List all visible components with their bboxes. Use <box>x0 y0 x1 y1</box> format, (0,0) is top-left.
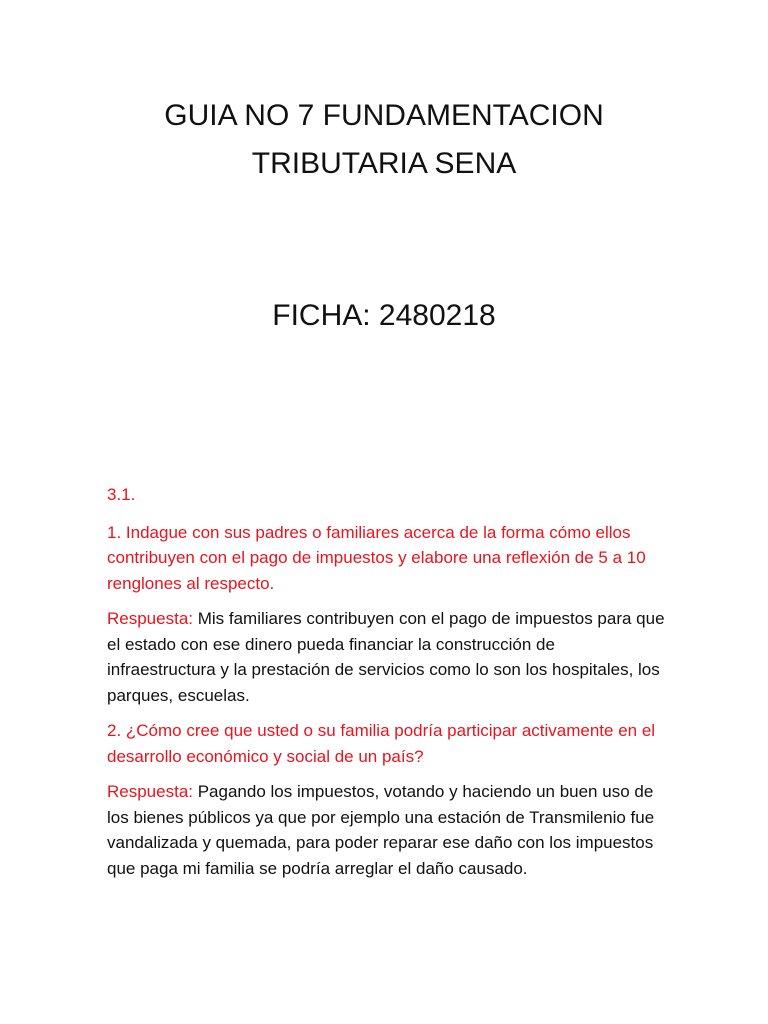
title-line-2: TRIBUTARIA SENA <box>251 147 517 180</box>
document-content <box>107 482 667 891</box>
title-line-1: GUIA NO 7 FUNDAMENTACION <box>164 99 604 132</box>
answer-2-label: Respuesta: <box>107 782 193 801</box>
question-2: 2. ¿Cómo cree que usted o su familia podría participar activamente en el desarrollo económico y social de un país? <box>107 721 656 766</box>
answer-1 <box>107 606 667 708</box>
section-number: 3.1. <box>107 485 136 504</box>
document-title <box>0 92 768 188</box>
ficha-number: FICHA: 2480218 <box>272 299 496 332</box>
question-1: 1. Indague con sus padres o familiares acerca de la forma cómo ellos contribuyen con el pago de impuestos y elabore una reflexión de 5 a 10 renglones al respecto. <box>107 522 646 593</box>
answer-1-label: Respuesta: <box>107 609 193 628</box>
answer-2 <box>107 779 667 881</box>
answer-2-text: Pagando los impuestos, votando y haciendo un buen uso de los bienes públicos ya que por ejemplo una estación de Transmilenio fue vandalizada y quemada, para poder reparar ese daño con los impuestos que paga mi familia se podría arreglar el daño causado. <box>107 782 655 878</box>
answer-1-text: Mis familiares contribuyen con el pago de impuestos para que el estado con ese dinero pueda financiar la construcción de infraestructura y la prestación de servicios como lo son los hospitales, los parques, escuelas. <box>107 609 665 705</box>
